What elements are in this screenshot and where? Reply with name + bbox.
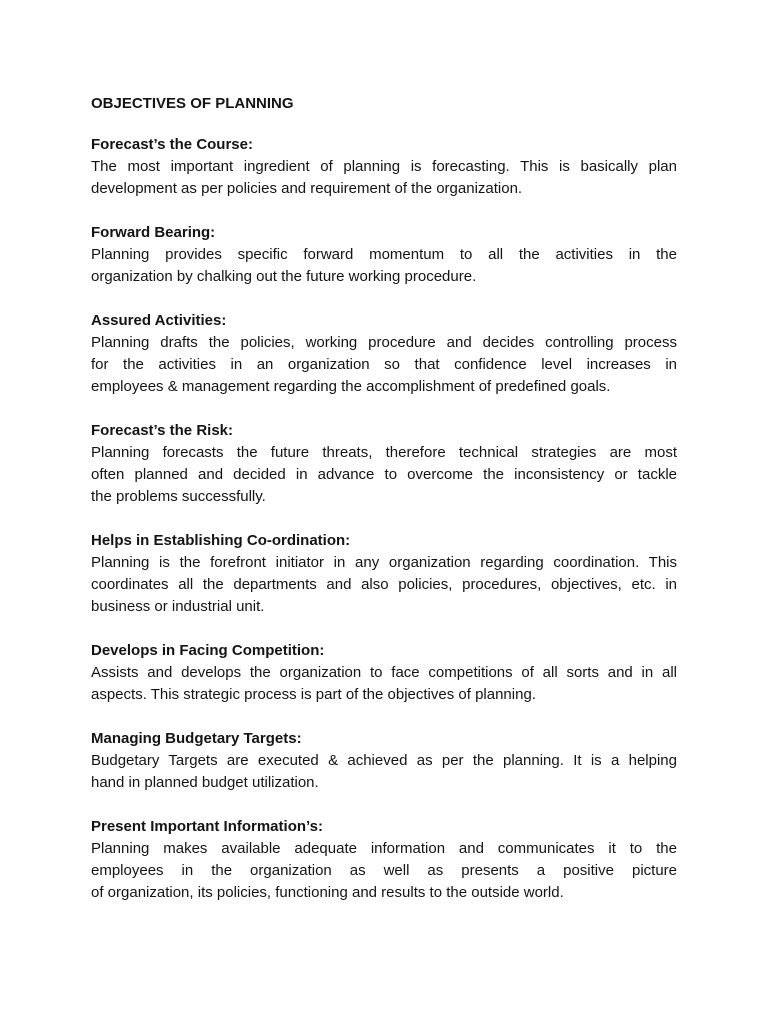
body-line: coordinates all the departments and also policies, procedures, objectives, etc. in bbox=[91, 576, 677, 593]
section-body bbox=[91, 552, 677, 618]
section-present-important-informations bbox=[91, 816, 677, 904]
body-line: Planning forecasts the future threats, therefore technical strategies are most bbox=[91, 444, 677, 461]
section-heading: Assured Activities: bbox=[91, 312, 227, 329]
section-heading: Forecast’s the Risk: bbox=[91, 422, 233, 439]
section-heading: Helps in Establishing Co-ordination: bbox=[91, 532, 351, 549]
section-heading: Develops in Facing Competition: bbox=[91, 642, 325, 659]
section-body bbox=[91, 156, 677, 200]
body-line: hand in planned budget utilization. bbox=[91, 774, 319, 791]
body-line: business or industrial unit. bbox=[91, 598, 265, 615]
body-line: Budgetary Targets are executed & achieved as per the planning. It is a helping bbox=[91, 752, 677, 769]
body-line: for the activities in an organization so that confidence level increases in bbox=[91, 356, 677, 373]
body-line: organization by chalking out the future working procedure. bbox=[91, 268, 477, 285]
section-heading: Managing Budgetary Targets: bbox=[91, 730, 302, 747]
section-heading: Forward Bearing: bbox=[91, 224, 216, 241]
body-line: the problems successfully. bbox=[91, 488, 266, 505]
body-line: of organization, its policies, functioning and results to the outside world. bbox=[91, 884, 564, 901]
body-line: employees & management regarding the accomplishment of predefined goals. bbox=[91, 378, 611, 395]
section-body bbox=[91, 332, 677, 398]
body-line: Planning makes available adequate information and communicates it to the bbox=[91, 840, 677, 857]
section-assured-activities bbox=[91, 310, 677, 398]
body-line: Planning provides specific forward momentum to all the activities in the bbox=[91, 246, 677, 263]
section-heading: Forecast’s the Course: bbox=[91, 136, 253, 153]
section-forward-bearing bbox=[91, 222, 677, 288]
section-body bbox=[91, 838, 677, 904]
document-title: OBJECTIVES OF PLANNING bbox=[91, 95, 294, 112]
body-line: Assists and develops the organization to face competitions of all sorts and in all bbox=[91, 664, 677, 681]
body-line: often planned and decided in advance to overcome the inconsistency or tackle bbox=[91, 466, 677, 483]
document-page bbox=[91, 93, 677, 926]
section-body bbox=[91, 442, 677, 508]
body-line: Planning drafts the policies, working procedure and decides controlling process bbox=[91, 334, 677, 351]
section-body bbox=[91, 244, 677, 288]
section-body bbox=[91, 662, 677, 706]
body-line: development as per policies and requirement of the organization. bbox=[91, 180, 523, 197]
section-heading: Present Important Information’s: bbox=[91, 818, 323, 835]
section-managing-budgetary-targets bbox=[91, 728, 677, 794]
section-helps-in-establishing-coordination bbox=[91, 530, 677, 618]
section-forecasts-the-course bbox=[91, 134, 677, 200]
body-line: The most important ingredient of planning is forecasting. This is basically plan bbox=[91, 158, 677, 175]
section-forecasts-the-risk bbox=[91, 420, 677, 508]
body-line: Planning is the forefront initiator in any organization regarding coordination. This bbox=[91, 554, 677, 571]
section-body bbox=[91, 750, 677, 794]
body-line: aspects. This strategic process is part of the objectives of planning. bbox=[91, 686, 536, 703]
section-develops-in-facing-competition bbox=[91, 640, 677, 706]
body-line: employees in the organization as well as presents a positive picture bbox=[91, 862, 677, 879]
